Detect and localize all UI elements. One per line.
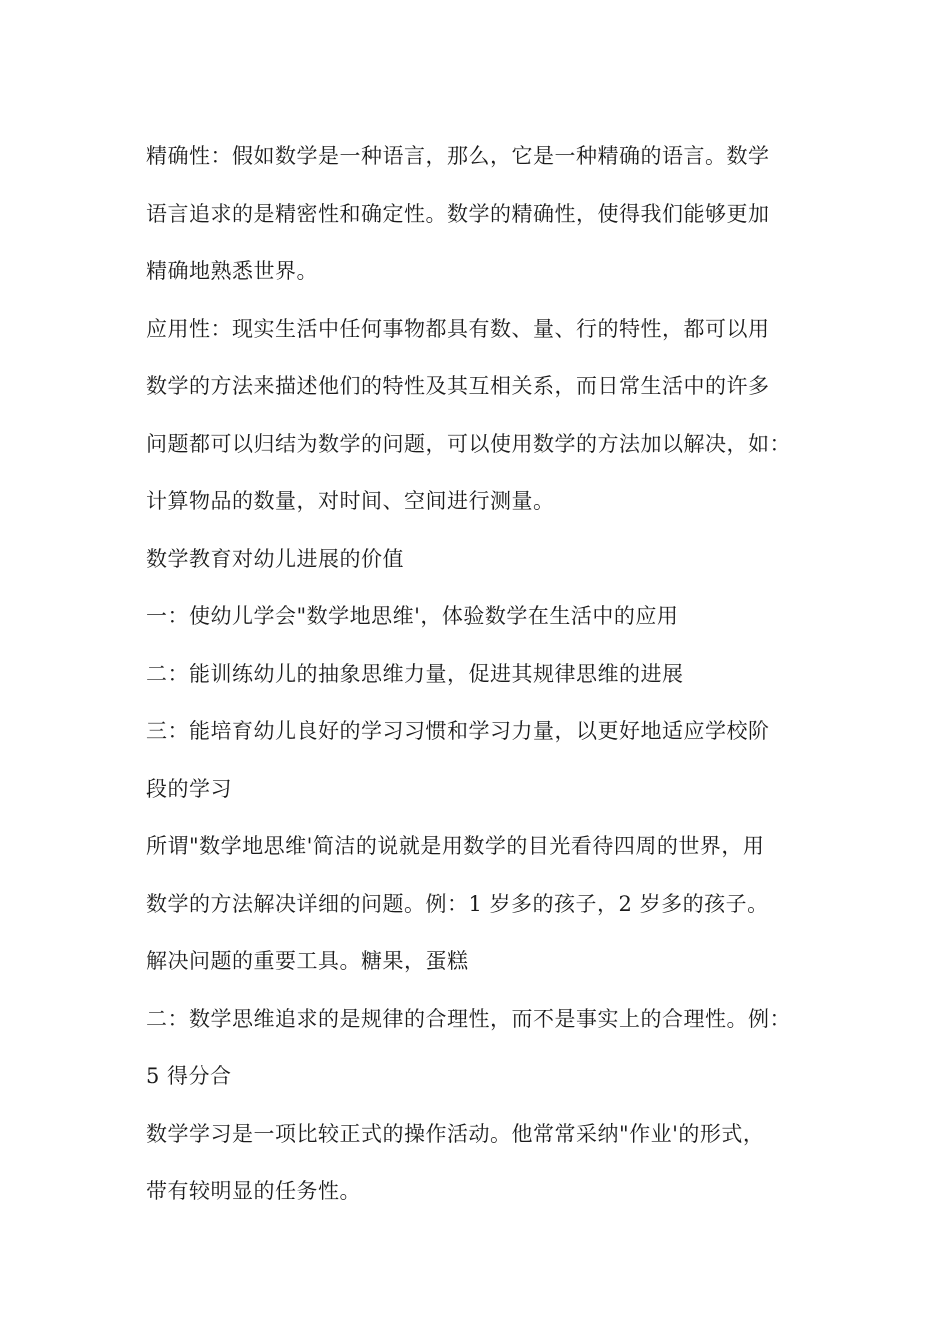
text-line: 段的学习 bbox=[146, 776, 232, 801]
text-line: 问题都可以归结为数学的问题，可以使用数学的方法加以解决，如： bbox=[146, 431, 791, 456]
text-line: 所谓"数学地思维'简洁的说就是用数学的目光看待四周的世界，用 bbox=[146, 834, 765, 858]
text-line: 数学的方法来描述他们的特性及其互相关系，而日常生活中的许多 bbox=[146, 374, 770, 398]
text-line: 带有较明显的任务性。 bbox=[146, 1179, 361, 1203]
section-heading: 数学教育对幼儿进展的价值 bbox=[146, 546, 404, 571]
text-line: 精确地熟悉世界。 bbox=[146, 259, 318, 283]
text-line: 精确性：假如数学是一种语言，那么，它是一种精确的语言。数学 bbox=[146, 144, 770, 168]
list-item: 三：能培育幼儿良好的学习习惯和学习力量，以更好地适应学校阶 bbox=[146, 719, 770, 743]
list-item: 一：使幼儿学会"数学地思维'，体验数学在生活中的应用 bbox=[146, 604, 679, 628]
list-item: 二：数学思维追求的是规律的合理性，而不是事实上的合理性。例： bbox=[146, 1006, 791, 1031]
text-line: 语言追求的是精密性和确定性。数学的精确性，使得我们能够更加 bbox=[146, 201, 770, 226]
text-line: 5 得分合 bbox=[146, 1064, 232, 1088]
list-item: 二：能训练幼儿的抽象思维力量，促进其规律思维的进展 bbox=[146, 661, 684, 686]
text-line: 数学的方法解决详细的问题。例：1 岁多的孩子，2 岁多的孩子。 bbox=[146, 891, 769, 916]
text-line: 应用性：现实生活中任何事物都具有数、量、行的特性，都可以用 bbox=[146, 316, 770, 341]
text-line: 数学学习是一项比较正式的操作活动。他常常采纳"作业'的形式， bbox=[146, 1121, 765, 1146]
document-body bbox=[146, 128, 826, 1221]
text-line: 解决问题的重要工具。糖果，蛋糕 bbox=[146, 949, 469, 973]
text-line: 计算物品的数量，对时间、空间进行测量。 bbox=[146, 489, 555, 513]
